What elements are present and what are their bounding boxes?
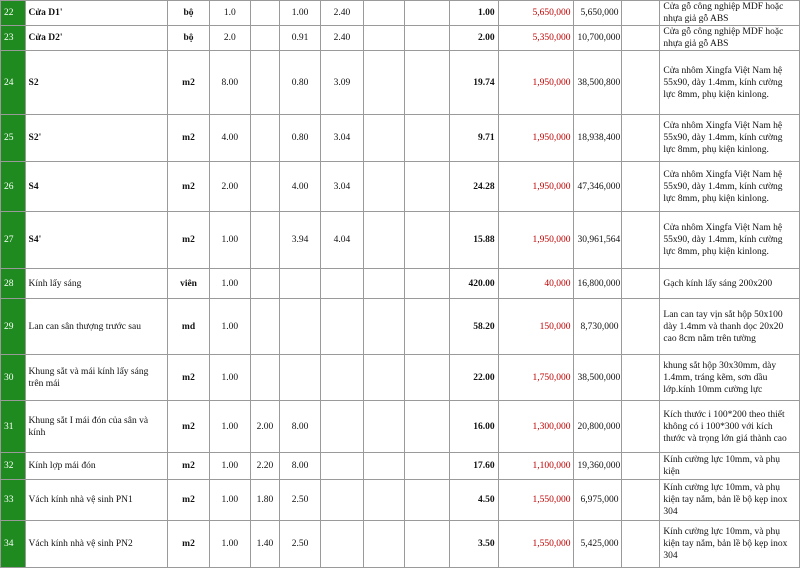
- amount-cell: 3.50: [449, 521, 498, 568]
- height-cell: [321, 401, 363, 453]
- width-cell: [250, 355, 279, 401]
- height-cell: [321, 299, 363, 355]
- length-cell: 3.94: [279, 212, 320, 269]
- empty-cell: [622, 521, 660, 568]
- row-number: 26: [1, 162, 26, 212]
- unit-price-cell: 1,550,000: [498, 521, 574, 568]
- unit-price-cell: 1,750,000: [498, 355, 574, 401]
- empty-cell: [404, 521, 449, 568]
- table-body: [1, 1, 800, 568]
- empty-cell: [622, 355, 660, 401]
- table-row: [1, 162, 800, 212]
- amount-cell: 16.00: [449, 401, 498, 453]
- total-cell: 18,938,400: [574, 115, 622, 162]
- row-number: 30: [1, 355, 26, 401]
- empty-cell: [363, 162, 404, 212]
- quantity-cell: 2.00: [209, 162, 250, 212]
- quantity-cell: 1.00: [209, 299, 250, 355]
- total-cell: 38,500,000: [574, 355, 622, 401]
- unit-cell: bộ: [168, 1, 209, 26]
- note-cell: Cửa nhôm Xingfa Việt Nam hệ 55x90, dày 1.4mm, kính cường lực 8mm, phụ kiện kinlong.: [660, 162, 800, 212]
- note-cell: Kính cường lực 10mm, và phụ kiện tay nắm, bản lề bộ kẹp inox 304: [660, 480, 800, 521]
- unit-cell: m2: [168, 453, 209, 480]
- total-cell: 19,360,000: [574, 453, 622, 480]
- row-number: 22: [1, 1, 26, 26]
- note-cell: Cửa gỗ công nghiệp MDF hoặc nhựa giả gỗ ABS: [660, 26, 800, 51]
- quantity-cell: 1.0: [209, 1, 250, 26]
- height-cell: 3.09: [321, 51, 363, 115]
- total-cell: 20,800,000: [574, 401, 622, 453]
- empty-cell: [404, 299, 449, 355]
- note-cell: Cửa nhôm Xingfa Việt Nam hệ 55x90, dày 1.4mm, kính cường lực 8mm, phụ kiện kinlong.: [660, 51, 800, 115]
- row-number: 32: [1, 453, 26, 480]
- empty-cell: [404, 162, 449, 212]
- quantity-cell: 1.00: [209, 521, 250, 568]
- empty-cell: [404, 115, 449, 162]
- unit-price-cell: 150,000: [498, 299, 574, 355]
- item-name: Kính lấy sáng: [25, 269, 168, 299]
- table-row: [1, 51, 800, 115]
- width-cell: [250, 212, 279, 269]
- height-cell: [321, 269, 363, 299]
- empty-cell: [363, 1, 404, 26]
- empty-cell: [404, 453, 449, 480]
- empty-cell: [622, 480, 660, 521]
- amount-cell: 1.00: [449, 1, 498, 26]
- quantity-cell: 1.00: [209, 212, 250, 269]
- empty-cell: [404, 401, 449, 453]
- item-name: Lan can sân thượng trước sau: [25, 299, 168, 355]
- height-cell: [321, 355, 363, 401]
- note-cell: Cửa nhôm Xingfa Việt Nam hệ 55x90, dày 1.4mm, kính cường lực 8mm, phụ kiện kinlong.: [660, 212, 800, 269]
- empty-cell: [404, 480, 449, 521]
- width-cell: [250, 299, 279, 355]
- empty-cell: [622, 26, 660, 51]
- quantity-cell: 1.00: [209, 453, 250, 480]
- quantity-cell: 1.00: [209, 269, 250, 299]
- total-cell: 30,961,564: [574, 212, 622, 269]
- width-cell: 1.40: [250, 521, 279, 568]
- height-cell: [321, 453, 363, 480]
- note-cell: Cửa gỗ công nghiệp MDF hoặc nhựa giả gỗ ABS: [660, 1, 800, 26]
- width-cell: 1.80: [250, 480, 279, 521]
- amount-cell: 420.00: [449, 269, 498, 299]
- length-cell: 8.00: [279, 453, 320, 480]
- empty-cell: [404, 26, 449, 51]
- unit-price-cell: 5,350,000: [498, 26, 574, 51]
- note-cell: Gạch kính lấy sáng 200x200: [660, 269, 800, 299]
- unit-cell: m2: [168, 162, 209, 212]
- length-cell: 0.91: [279, 26, 320, 51]
- table-row: [1, 401, 800, 453]
- empty-cell: [363, 212, 404, 269]
- unit-price-cell: 1,950,000: [498, 212, 574, 269]
- amount-cell: 17.60: [449, 453, 498, 480]
- width-cell: [250, 51, 279, 115]
- height-cell: [321, 480, 363, 521]
- quantity-cell: 1.00: [209, 401, 250, 453]
- amount-cell: 9.71: [449, 115, 498, 162]
- empty-cell: [363, 480, 404, 521]
- empty-cell: [622, 1, 660, 26]
- row-number: 31: [1, 401, 26, 453]
- unit-cell: m2: [168, 115, 209, 162]
- total-cell: 38,500,800: [574, 51, 622, 115]
- width-cell: [250, 162, 279, 212]
- row-number: 34: [1, 521, 26, 568]
- quantity-cell: 2.0: [209, 26, 250, 51]
- length-cell: [279, 269, 320, 299]
- width-cell: [250, 1, 279, 26]
- table-row: [1, 26, 800, 51]
- note-cell: Kính cường lực 10mm, và phụ kiện: [660, 453, 800, 480]
- table-row: [1, 212, 800, 269]
- amount-cell: 58.20: [449, 299, 498, 355]
- item-name: Vách kính nhà vệ sinh PN1: [25, 480, 168, 521]
- row-number: 27: [1, 212, 26, 269]
- empty-cell: [363, 355, 404, 401]
- height-cell: 2.40: [321, 1, 363, 26]
- length-cell: 0.80: [279, 51, 320, 115]
- width-cell: 2.20: [250, 453, 279, 480]
- length-cell: 0.80: [279, 115, 320, 162]
- width-cell: [250, 115, 279, 162]
- table-row: [1, 1, 800, 26]
- note-cell: Kích thước i 100*200 theo thiết không có i 100*300 với kích thước và trọng lớn giá thành cao: [660, 401, 800, 453]
- empty-cell: [363, 401, 404, 453]
- table-row: [1, 269, 800, 299]
- amount-cell: 15.88: [449, 212, 498, 269]
- height-cell: 4.04: [321, 212, 363, 269]
- empty-cell: [404, 1, 449, 26]
- total-cell: 6,975,000: [574, 480, 622, 521]
- table-row: [1, 115, 800, 162]
- unit-cell: m2: [168, 355, 209, 401]
- note-cell: Cửa nhôm Xingfa Việt Nam hệ 55x90, dày 1.4mm, kính cường lực 8mm, phụ kiện kinlong.: [660, 115, 800, 162]
- unit-cell: m2: [168, 480, 209, 521]
- table-row: [1, 480, 800, 521]
- width-cell: [250, 26, 279, 51]
- unit-price-cell: 1,550,000: [498, 480, 574, 521]
- width-cell: [250, 269, 279, 299]
- unit-price-cell: 40,000: [498, 269, 574, 299]
- quantity-cell: 4.00: [209, 115, 250, 162]
- empty-cell: [363, 26, 404, 51]
- height-cell: 3.04: [321, 115, 363, 162]
- table-row: [1, 299, 800, 355]
- unit-price-cell: 5,650,000: [498, 1, 574, 26]
- note-cell: khung sắt hộp 30x30mm, dày 1.4mm, tráng kẽm, sơn dầu lớp.kính 10mm cường lực: [660, 355, 800, 401]
- empty-cell: [622, 115, 660, 162]
- table-row: [1, 521, 800, 568]
- unit-price-cell: 1,950,000: [498, 162, 574, 212]
- unit-price-cell: 1,950,000: [498, 115, 574, 162]
- item-name: S2: [25, 51, 168, 115]
- empty-cell: [363, 269, 404, 299]
- length-cell: 2.50: [279, 480, 320, 521]
- empty-cell: [404, 51, 449, 115]
- amount-cell: 2.00: [449, 26, 498, 51]
- row-number: 24: [1, 51, 26, 115]
- item-name: S4: [25, 162, 168, 212]
- unit-cell: m2: [168, 401, 209, 453]
- total-cell: 16,800,000: [574, 269, 622, 299]
- item-name: S2': [25, 115, 168, 162]
- row-number: 33: [1, 480, 26, 521]
- unit-cell: viên: [168, 269, 209, 299]
- item-name: S4': [25, 212, 168, 269]
- length-cell: [279, 299, 320, 355]
- length-cell: 2.50: [279, 521, 320, 568]
- item-name: Cửa D2': [25, 26, 168, 51]
- table-row: [1, 453, 800, 480]
- total-cell: 47,346,000: [574, 162, 622, 212]
- width-cell: 2.00: [250, 401, 279, 453]
- amount-cell: 4.50: [449, 480, 498, 521]
- row-number: 23: [1, 26, 26, 51]
- unit-price-cell: 1,300,000: [498, 401, 574, 453]
- quantity-cell: 1.00: [209, 355, 250, 401]
- row-number: 28: [1, 269, 26, 299]
- item-name: Vách kính nhà vệ sinh PN2: [25, 521, 168, 568]
- item-name: Khung sắt và mái kính lấy sáng trên mái: [25, 355, 168, 401]
- empty-cell: [622, 51, 660, 115]
- amount-cell: 24.28: [449, 162, 498, 212]
- row-number: 25: [1, 115, 26, 162]
- height-cell: 2.40: [321, 26, 363, 51]
- note-cell: Lan can tay vịn sắt hộp 50x100 dày 1.4mm và thanh dọc 20x20 cao 8cm nằm trên tường: [660, 299, 800, 355]
- total-cell: 8,730,000: [574, 299, 622, 355]
- empty-cell: [622, 162, 660, 212]
- note-cell: Kính cường lực 10mm, và phụ kiện tay nắm, bản lề bộ kẹp inox 304: [660, 521, 800, 568]
- empty-cell: [363, 115, 404, 162]
- total-cell: 5,650,000: [574, 1, 622, 26]
- unit-cell: m2: [168, 521, 209, 568]
- empty-cell: [363, 521, 404, 568]
- height-cell: 3.04: [321, 162, 363, 212]
- quantity-cell: 8.00: [209, 51, 250, 115]
- empty-cell: [622, 269, 660, 299]
- row-number: 29: [1, 299, 26, 355]
- empty-cell: [404, 269, 449, 299]
- empty-cell: [404, 355, 449, 401]
- item-name: Khung sắt I mái đón của sân và kính: [25, 401, 168, 453]
- amount-cell: 19.74: [449, 51, 498, 115]
- unit-cell: md: [168, 299, 209, 355]
- unit-price-cell: 1,100,000: [498, 453, 574, 480]
- length-cell: 1.00: [279, 1, 320, 26]
- empty-cell: [622, 453, 660, 480]
- empty-cell: [363, 51, 404, 115]
- unit-cell: m2: [168, 212, 209, 269]
- total-cell: 10,700,000: [574, 26, 622, 51]
- height-cell: [321, 521, 363, 568]
- length-cell: 4.00: [279, 162, 320, 212]
- length-cell: [279, 355, 320, 401]
- total-cell: 5,425,000: [574, 521, 622, 568]
- empty-cell: [363, 299, 404, 355]
- item-name: Kính lợp mái đón: [25, 453, 168, 480]
- unit-cell: m2: [168, 51, 209, 115]
- amount-cell: 22.00: [449, 355, 498, 401]
- length-cell: 8.00: [279, 401, 320, 453]
- empty-cell: [622, 212, 660, 269]
- item-name: Cửa D1': [25, 1, 168, 26]
- unit-price-cell: 1,950,000: [498, 51, 574, 115]
- table-row: [1, 355, 800, 401]
- quantity-cell: 1.00: [209, 480, 250, 521]
- unit-cell: bộ: [168, 26, 209, 51]
- empty-cell: [404, 212, 449, 269]
- empty-cell: [363, 453, 404, 480]
- empty-cell: [622, 401, 660, 453]
- empty-cell: [622, 299, 660, 355]
